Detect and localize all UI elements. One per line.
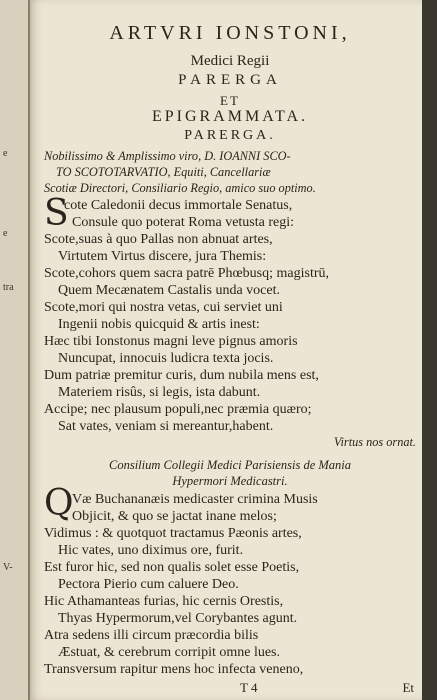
- author-heading: ARTVRI IONSTONI,: [109, 22, 351, 44]
- verse-line: Scote,mori qui nostra vetas, cui serviet uni: [44, 300, 283, 315]
- verse-line: Vidimus : & quotquot tractamus Pæonis artes,: [44, 526, 302, 541]
- verse-line: Est furor hic, sed non qualis solet esse Poetis,: [44, 560, 300, 575]
- verse-line: Æstuat, & cerebrum corripit omne lues.: [58, 645, 280, 660]
- verse-line: Nuncupat, innocuis ludicra texta jocis.: [58, 351, 274, 366]
- margin-fragment: e: [3, 228, 8, 239]
- verse-line: Scote,cohors quem sacra patrē Phœbusq; magistrū,: [44, 266, 329, 281]
- dedication-line: TO SCOTOTARVATIO, Equiti, Cancellariæ: [56, 165, 271, 179]
- motto: Virtus nos ornat.: [333, 435, 416, 449]
- catchword: Et: [402, 680, 414, 695]
- verse-line: Hæc tibi Ionstonus magni leve pignus amoris: [44, 334, 298, 349]
- drop-capital: S: [44, 193, 69, 234]
- verse-line: Consule quo poterat Roma vetusta regi:: [72, 215, 295, 230]
- verse-line: Quem Mecænatem Castalis unda vocet.: [58, 283, 280, 298]
- verse-line: Transversum rapitur mens hoc infecta veneno,: [44, 662, 304, 677]
- dedication-line: Nobilissimo & Amplissimo viro, D. IOANNI SCO-: [44, 149, 291, 163]
- verse-line: Ingenii nobis quicquid & artis inest:: [58, 317, 260, 332]
- section-title: Consilium Collegii Medici Parisiensis de Mania: [109, 458, 351, 472]
- verse-line: Væ Buchananæis medicaster crimina Musis: [72, 492, 318, 507]
- author-role: Medici Regii: [190, 53, 270, 69]
- work-title-2: EPIGRAMMATA.: [151, 108, 309, 125]
- verse-line: Objicit, & quo se jactat inane melos;: [72, 509, 277, 524]
- verse-line: Thyas Hypermorum,vel Corybantes agunt.: [58, 611, 298, 626]
- verse-line: cote Caledonii decus immortale Senatus,: [64, 198, 293, 213]
- facing-page-edge: [0, 0, 30, 700]
- verse-line: Hic Athamanteas furias, hic cernis Orestis,: [44, 594, 284, 609]
- work-title: PARERGA: [178, 72, 282, 88]
- signature-mark: T 4: [240, 680, 258, 695]
- book-page: [30, 0, 422, 700]
- verse-line: Atra sedens illi circum præcordia bilis: [44, 628, 259, 643]
- verse-line: Materiem risûs, si legis, ista dabunt.: [58, 385, 261, 400]
- verse-line: Dum patriæ premitur curis, dum nubila mens est,: [44, 368, 319, 383]
- margin-fragment: tra: [3, 282, 14, 293]
- section-title: Hypermori Medicastri.: [172, 474, 288, 488]
- margin-fragment: V-: [3, 562, 13, 573]
- conjunction: ET: [220, 93, 240, 108]
- verse-line: Hic vates, uno diximus ore, furit.: [58, 543, 244, 558]
- margin-fragment: e: [3, 148, 8, 159]
- dedication-line: Scotiæ Directori, Consiliario Regio, amico suo optimo.: [44, 181, 316, 195]
- verse-line: Pectora Pierio cum caluere Deo.: [58, 577, 239, 592]
- section-heading: PARERGA.: [184, 128, 276, 143]
- page-edge-shadow: [422, 0, 437, 700]
- verse-line: Virtutem Virtus discere, jura Themis:: [58, 249, 267, 264]
- verse-line: Accipe; nec plausum populi,nec præmia quæro;: [44, 402, 312, 417]
- verse-line: Scote,suas à quo Pallas non abnuat artes,: [44, 232, 273, 247]
- drop-capital: Q: [44, 483, 74, 524]
- verse-line: Sat vates, veniam si mereantur,habent.: [58, 419, 274, 434]
